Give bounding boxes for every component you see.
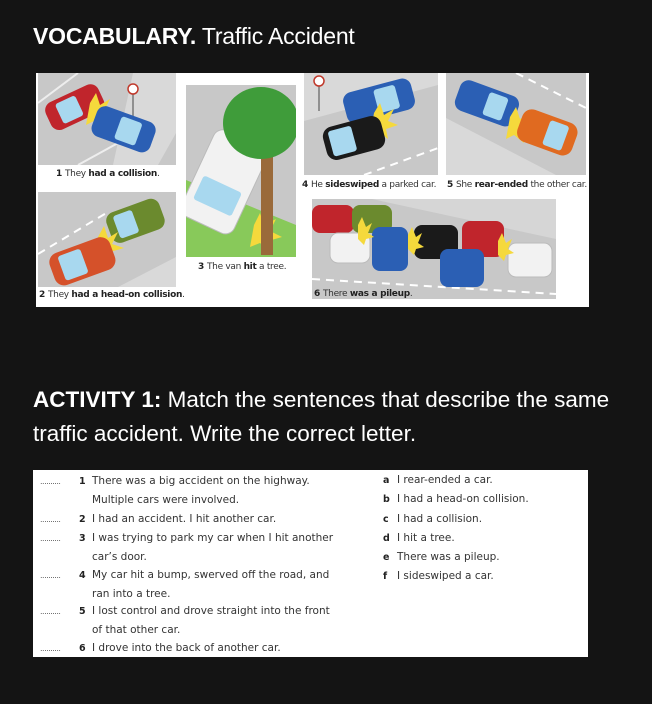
caption-pileup: 6 There was a pileup.	[314, 289, 413, 299]
activity-label: ACTIVITY 1:	[33, 387, 162, 412]
pileup-illustration	[312, 199, 556, 299]
caption-collision: 1 They had a collision.	[56, 169, 160, 179]
answer-blank[interactable]: ..........	[40, 515, 61, 524]
answer-text: I sideswiped a car.	[397, 570, 494, 582]
sentence-number: 2	[79, 514, 86, 525]
activity-instructions	[33, 383, 613, 451]
answer-text: There was a pileup.	[397, 551, 500, 563]
answer-option	[383, 548, 500, 567]
matching-exercise	[33, 470, 588, 657]
panel-collision-illustration	[38, 73, 176, 165]
sentence-item	[33, 529, 343, 567]
rear-ended-illustration	[446, 73, 586, 175]
sentence-number: 4	[79, 570, 86, 581]
sentence-text: My car hit a bump, swerved off the road, and ran into a tree.	[92, 569, 330, 600]
answer-option	[383, 471, 493, 490]
answer-letter: c	[383, 514, 389, 525]
caption-head-on-collision: 2 They had a head-on collision.	[39, 290, 185, 300]
answer-blank[interactable]: ..........	[40, 571, 61, 580]
answer-blank[interactable]: ..........	[40, 534, 61, 543]
caption-hit-tree: 3 The van hit a tree.	[198, 262, 287, 272]
panel-rear-ended-illustration	[446, 73, 586, 175]
answer-letter: e	[383, 552, 390, 563]
panel-hit-tree-illustration	[186, 85, 296, 257]
answer-blank[interactable]: ..........	[40, 607, 61, 616]
sentence-item	[33, 639, 343, 658]
answer-option	[383, 510, 482, 529]
answer-letter: f	[383, 571, 388, 582]
sentence-text: There was a big accident on the highway. Multiple cars were involved.	[92, 475, 310, 506]
sentence-number: 6	[79, 643, 86, 654]
sentence-text: I was trying to park my car when I hit another car’s door.	[92, 532, 334, 563]
answer-text: I hit a tree.	[397, 532, 455, 544]
sentence-number: 5	[79, 606, 86, 617]
answer-letter: b	[383, 494, 390, 505]
vocabulary-figure	[36, 73, 589, 307]
answer-letter: d	[383, 533, 390, 544]
sentence-item	[33, 510, 343, 529]
answer-text: I rear-ended a car.	[397, 474, 493, 486]
answer-option	[383, 490, 529, 509]
page-title	[33, 22, 355, 50]
answer-option	[383, 529, 455, 548]
collision-illustration	[38, 73, 176, 165]
title-bold: VOCABULARY.	[33, 23, 197, 49]
van-hit-tree-illustration	[186, 85, 296, 257]
sentence-item	[33, 472, 343, 510]
answer-text: I had a collision.	[397, 513, 483, 525]
answer-letter: a	[383, 475, 390, 486]
answer-blank[interactable]: ..........	[40, 477, 61, 486]
sentence-text: I drove into the back of another car.	[92, 642, 281, 654]
panel-pileup-illustration	[312, 199, 556, 299]
activity-instruction-text: Match the sentences that describe the same traffic accident. Write the correct letter.	[33, 387, 610, 446]
sentence-text: I lost control and drove straight into the front of that other car.	[92, 605, 330, 636]
sentence-number: 1	[79, 476, 86, 487]
sentence-number: 3	[79, 533, 86, 544]
sideswiped-illustration	[304, 73, 438, 175]
caption-rear-ended: 5 She rear-ended the other car.	[447, 180, 587, 190]
caption-sideswiped: 4 He sideswiped a parked car.	[302, 180, 437, 190]
panel-head-on-illustration	[38, 192, 176, 287]
sentence-item	[33, 602, 343, 640]
panel-sideswiped-illustration	[304, 73, 438, 175]
sentence-item	[33, 566, 343, 604]
answer-text: I had a head-on collision.	[397, 493, 529, 505]
head-on-collision-illustration	[38, 192, 176, 287]
answer-blank[interactable]: ..........	[40, 644, 61, 653]
answer-option	[383, 567, 494, 586]
sentence-text: I had an accident. I hit another car.	[92, 513, 277, 525]
title-rest: Traffic Accident	[196, 23, 355, 49]
